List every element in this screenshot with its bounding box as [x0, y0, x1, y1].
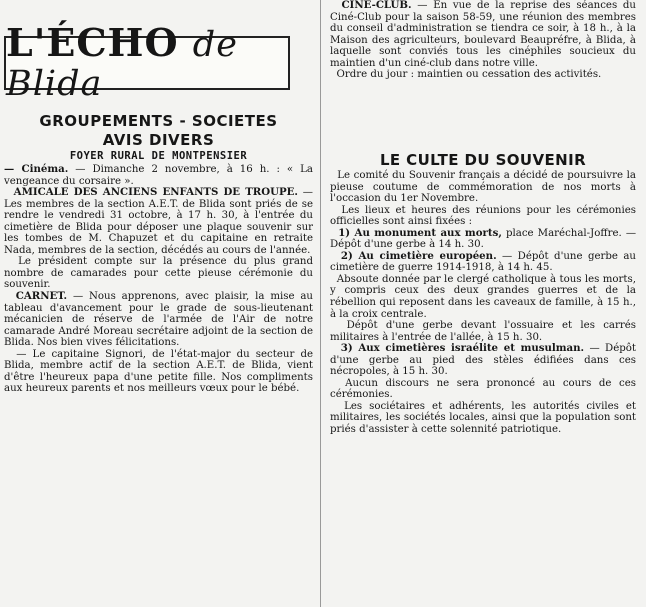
column-divider	[320, 0, 321, 607]
cineclub-paragraph: CINE-CLUB. — En vue de la reprise des séances du Ciné-Club pour la saison 58-59, une réunion des membres du conseil d'administration se tiendra ce soir, à 18 h., à la Maison des agriculteurs, boulevard Beaupréfre, à Blida, à laquelle sont conviés tous les cinéphiles soucieux du maintien d'un ciné-club dans notre ville.	[330, 0, 636, 69]
culte-paragraph-1: Le comité du Souvenir français a décidé de poursuivre la pieuse coutume de commémoration de nos morts à l'occasion du 1er Novembre.	[330, 170, 636, 205]
depot-paragraph: Dépôt d'une gerbe devant l'ossuaire et les carrés militaires à l'entrée de l'allée, à 15 h. 30.	[330, 320, 636, 343]
left-body	[4, 164, 313, 395]
masthead-title: L'ÉCHO de Blida	[6, 20, 238, 104]
section-title-line1: GROUPEMENTS - SOCIETES	[39, 112, 278, 130]
culte-paragraph-2: Les lieux et heures des réunions pour les cérémonies officielles sont ainsi fixées :	[330, 204, 636, 228]
right-column	[330, 0, 638, 607]
culte-block	[330, 170, 636, 436]
aucun-paragraph: Aucun discours ne sera prononcé au cours de ces cérémonies.	[330, 377, 636, 401]
masthead	[4, 20, 290, 104]
item-cimetiere: 2) Au cimetière européen. — Dépôt d'une gerbe au cimetière de guerre 1914-1918, à 14 h. 45.	[330, 249, 636, 274]
section-subtitle: FOYER RURAL DE MONTPENSIER	[69, 150, 248, 162]
section-title-line2: AVIS DIVERS	[102, 131, 215, 149]
final-paragraph: Les sociétaires et adhérents, les autorités civiles et militaires, les sociétés locales, ainsi que la population sont priés d'assister à cette solennité patriotique.	[330, 400, 636, 436]
item-israelite: 3) Aux cimetières israélite et musulman. — Dépôt d'une gerbe au pied des stèles édifiées dans ces nécropoles, à 15 h. 30.	[330, 342, 636, 378]
capitaine-paragraph: — Le capitaine Signori, de l'état-major du secteur de Blida, membre actif de la section A.E.T. de Blida, vient d'être l'heureux papa d'une petite fille. Nos compliments aux heureux parents et nos meilleurs vœux pour le bébé.	[4, 348, 313, 395]
cinema-paragraph: — Cinéma. — Dimanche 2 novembre, à 16 h. : « La vengeance du corsaire ».	[4, 163, 313, 187]
amicale-paragraph: AMICALE DES ANCIENS ENFANTS DE TROUPE. — Les membres de la section A.E.T. de Blida sont priés de se rendre le vendredi 31 octobre, à 17 h. 30, à l'entrée du cimetière de Blida pour déposer une plaque souvenir sur les tombes de M. Chapuzet et du capitaine en retraite Nada, membres de la section, décédés au cours de l'année.	[4, 186, 313, 256]
carnet-paragraph: CARNET. — Nous apprenons, avec plaisir, la mise au tableau d'avancement pour le grade de sous-lieutenant mécanicien de réserve de l'armée de l'Air de notre camarade André Moreau secrétaire adjoint de la section de Blida. Nos bien vives félicitations.	[4, 290, 313, 349]
item-monument: 1) Au monument aux morts, place Maréchal-Joffre. — Dépôt d'une gerbe à 14 h. 30.	[330, 226, 637, 251]
ordre-paragraph: Ordre du jour : maintien ou cessation des activités.	[336, 69, 602, 81]
cineclub-block	[330, 0, 636, 81]
president-paragraph: Le président compte sur la présence du plus grand nombre de camarades pour cette pieuse cérémonie du souvenir.	[4, 256, 313, 291]
absoute-paragraph: Absoute donnée par le clergé catholique à tous les morts, y compris ceux des deux grandes guerres et de la rébellion qui reposent dans les caveaux de famille, à 15 h., à la croix centrale.	[330, 273, 636, 320]
left-column	[4, 0, 313, 607]
culte-title: LE CULTE DU SOUVENIR	[379, 151, 587, 169]
